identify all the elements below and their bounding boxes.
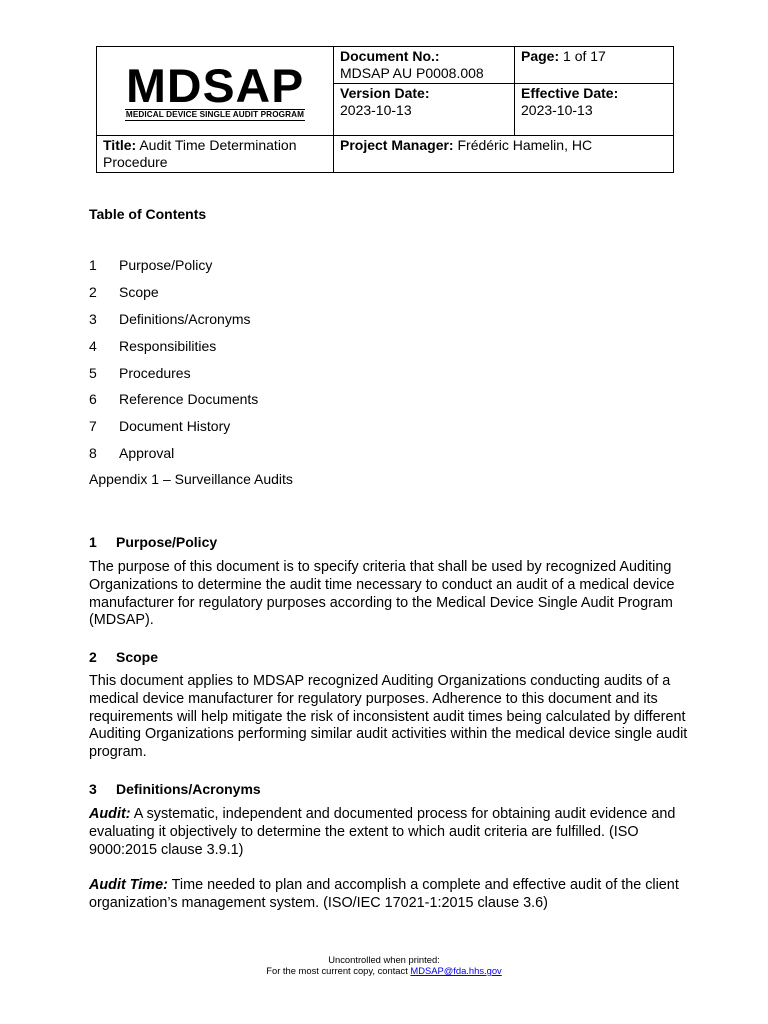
toc-item-label: Approval [119,445,175,461]
section-number: 1 [89,534,97,550]
toc-item-label: Responsibilities [119,338,217,354]
toc-item-label: Definitions/Acronyms [119,311,251,327]
document-no-label: Document No.: [340,48,440,64]
page-cell [515,47,674,84]
logo-subtitle: MEDICAL DEVICE SINGLE AUDIT PROGRAM [125,109,305,119]
mdsap-logo [125,58,305,121]
toc-item-label: Scope [119,284,159,300]
version-date-cell [334,84,515,136]
title-value: Audit Time Determination Procedure [103,137,297,170]
toc-item[interactable] [89,391,258,407]
effective-date-cell [515,84,674,136]
toc-item-number: 2 [89,284,97,300]
toc-item[interactable] [89,365,191,381]
definition-text: Time needed to plan and accomplish a complete and effective audit of the client organization’s management system. (ISO/IEC 17021-1:2015 clause 3.6) [89,877,679,911]
toc-item[interactable] [89,257,212,273]
document-no-cell [334,47,515,84]
contact-email-link[interactable]: MDSAP@fda.hhs.gov [410,965,502,976]
section-title: Purpose/Policy [116,534,218,550]
page-label: Page: [521,48,560,64]
section-title: Scope [116,649,159,665]
toc-item[interactable] [89,418,230,434]
toc-item-label: Purpose/Policy [119,257,213,273]
toc-item[interactable] [89,338,216,354]
toc-item-number: 3 [89,311,97,327]
version-date-label: Version Date: [340,85,430,101]
section-heading-definitions [89,781,261,797]
toc-item[interactable] [89,311,251,327]
section-body-scope: This document applies to MDSAP recognized Auditing Organizations conducting audits of a medical device manufacturer for regulatory purposes. Adherence to this document and its requirements will help mitigate the risk of inconsistent audit times being calculated by different Auditing Organizations performing similar audit activities within the medical device single audit program. [89,673,688,761]
toc-item-number: 7 [89,418,97,434]
section-heading-purpose [89,534,217,550]
toc-item-label: Procedures [119,365,191,381]
effective-date-label: Effective Date: [521,85,619,101]
page-footer [0,954,768,976]
version-date-value: 2023-10-13 [340,102,412,118]
title-cell [97,136,334,173]
section-number: 3 [89,781,97,797]
definition-text: A systematic, independent and documented process for obtaining audit evidence and evaluating it objectively to determine the extent to which audit criteria are fulfilled. (ISO 9000:2015 clause 3.9.1) [89,806,676,858]
toc-item-label: Document History [119,418,231,434]
section-heading-scope [89,649,158,665]
logo-cell [97,47,334,136]
toc-item[interactable] [89,445,174,461]
definition-audit-time [89,877,689,913]
toc-item-number: 1 [89,257,97,273]
project-manager-cell [334,136,674,173]
logo-wordmark: MDSAP [125,58,305,112]
toc-item-number: 6 [89,391,97,407]
toc-item-number: 8 [89,445,97,461]
section-body-purpose: The purpose of this document is to specify criteria that shall be used by recognized Auditing Organizations to determine the audit time necessary to conduct an audit of a medical device manufacturer for regulatory purposes according to the Medical Device Single Audit Program (MDSAP). [89,559,675,629]
toc-item[interactable] [89,284,159,300]
toc-item-number: 4 [89,338,97,354]
toc-item-label: Reference Documents [119,391,259,407]
section-title: Definitions/Acronyms [116,781,261,797]
toc-title: Table of Contents [89,206,207,222]
project-manager-label: Project Manager: [340,137,454,153]
toc-item-number: 5 [89,365,97,381]
definition-term: Audit Time: [89,877,168,893]
footer-line-1: Uncontrolled when printed: [328,954,440,965]
footer-contact-prefix: For the most current copy, contact [266,965,411,976]
document-header-table [96,46,674,173]
toc-appendix[interactable]: Appendix 1 – Surveillance Audits [89,471,293,487]
footer-line-2 [0,965,768,976]
effective-date-value: 2023-10-13 [521,102,593,118]
project-manager-value: Frédéric Hamelin, HC [457,137,593,153]
section-number: 2 [89,649,97,665]
document-no-value: MDSAP AU P0008.008 [340,65,484,81]
page-value: 1 of 17 [563,48,606,64]
title-label: Title: [103,137,137,153]
definition-audit [89,806,689,859]
definition-term: Audit: [89,806,131,822]
